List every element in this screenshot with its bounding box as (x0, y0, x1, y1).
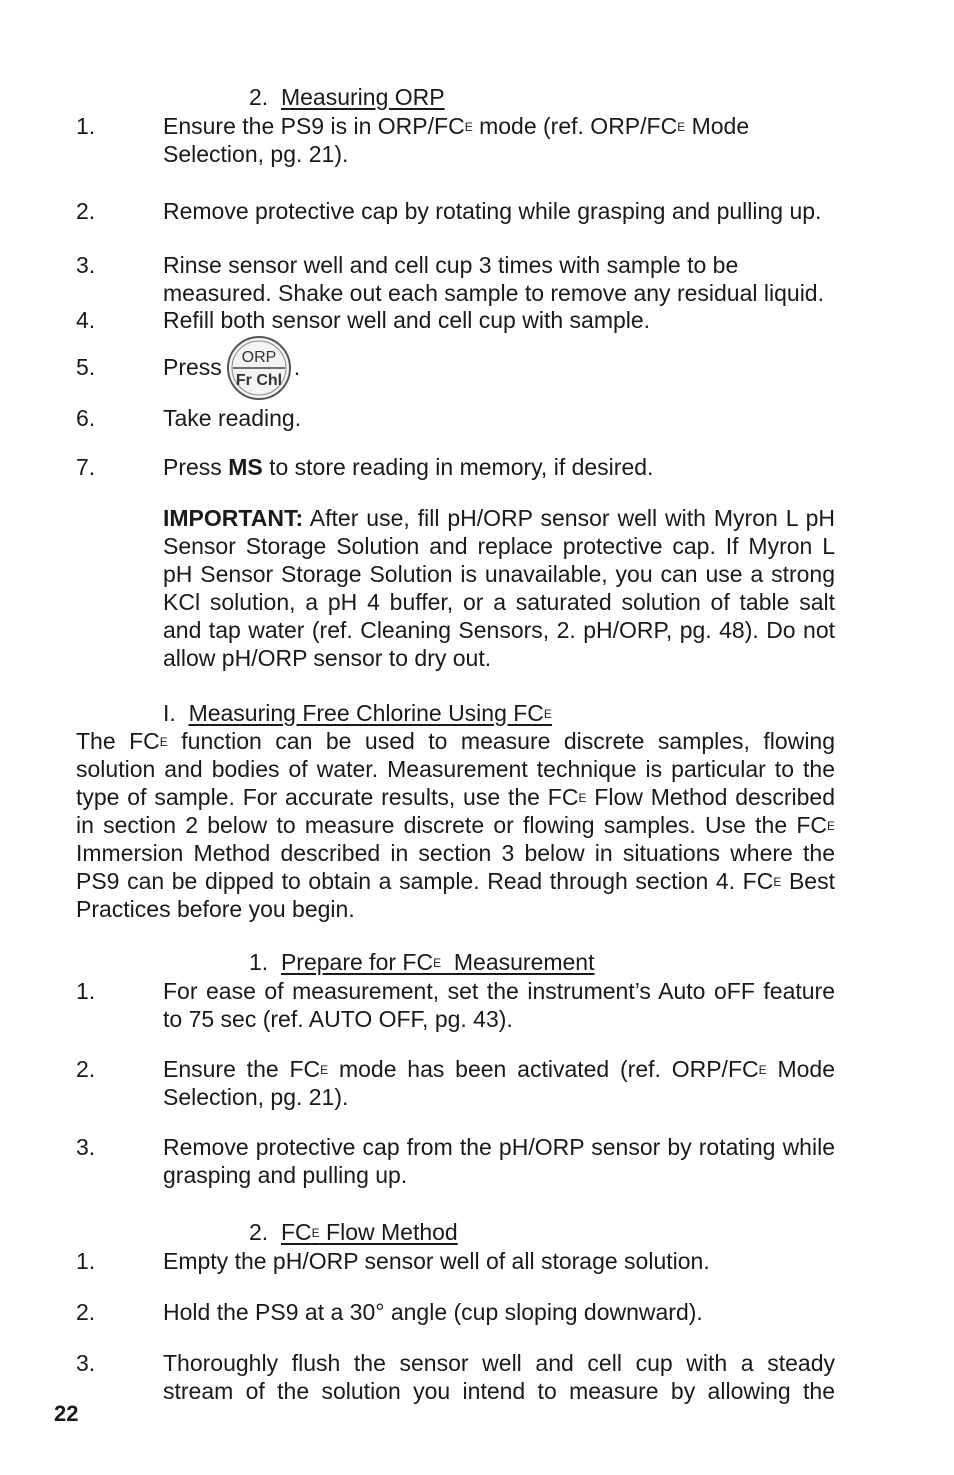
step-text: Empty the pH/ORP sensor well of all storage solution. (163, 1248, 710, 1274)
important-note (163, 504, 835, 672)
step-text-part: Selection, pg. 21). (163, 141, 349, 167)
superscript: E (578, 791, 587, 805)
paragraph-part: Immersion Method described in section 3 below in situations where the PS9 can be dipped to obtain a sample. Read through section 4. FC (76, 840, 835, 894)
step-text-bold: MS (228, 454, 263, 480)
step-number: 1. (76, 978, 96, 1004)
step-text-part: Press (163, 454, 229, 480)
step-text: Remove protective cap from the pH/ORP sensor by rotating while grasping and pulling up. (163, 1134, 835, 1188)
step-text-part: . (293, 354, 301, 380)
superscript: E (320, 1063, 329, 1077)
section-heading-measuring-orp (249, 83, 445, 111)
step-number: 2. (76, 1299, 96, 1325)
step-number: 5. (76, 354, 96, 380)
section-heading-prepare (249, 948, 595, 976)
step-text (163, 1055, 835, 1111)
button-bottom-label: Fr Chl (235, 371, 282, 389)
section-heading-free-chlorine (163, 699, 835, 727)
section-title (281, 949, 595, 975)
superscript: E (543, 707, 552, 721)
step-text-part: Ensure the PS9 is in ORP/FC (163, 113, 465, 139)
step-text-line: measured. Shake out each sample to remove any residual liquid. (163, 280, 824, 306)
step-text: For ease of measurement, set the instrument’s Auto oFF feature to 75 sec (ref. AUTO OFF, pg. 43). (163, 978, 835, 1032)
paragraph-part: Flow Method described in section 2 below to measure discrete or flowing samples. Use the FC (76, 784, 835, 838)
section-title-text: Measurement (441, 949, 595, 975)
step-text-part: Press (163, 354, 222, 380)
step-number: 3. (76, 252, 96, 278)
section-title-text: Prepare for FC (280, 949, 434, 975)
superscript: E (159, 735, 168, 749)
step-number: 2. (76, 1056, 96, 1082)
step-number: 3. (76, 1134, 96, 1160)
superscript: E (464, 120, 473, 134)
fc-intro-paragraph (76, 727, 835, 923)
section-number: 2. (249, 1219, 269, 1245)
section-title-text: Measuring Free Chlorine Using FC (188, 700, 544, 726)
section-title-text: FC (280, 1219, 312, 1245)
step-text-part: to store reading in memory, if desired. (262, 454, 654, 480)
section-title (281, 1219, 458, 1245)
page-number: 22 (54, 1401, 79, 1426)
step-number: 2. (76, 198, 96, 224)
section-number: I. (163, 700, 176, 726)
paragraph-part: The FC (76, 728, 160, 754)
superscript: E (677, 120, 686, 134)
step-text-part: mode has been activated (ref. ORP/FC (328, 1056, 759, 1082)
superscript: E (773, 875, 782, 889)
paragraph-part: Best Practices before you begin. (76, 868, 835, 922)
step-number: 4. (76, 307, 96, 333)
step-text-line: Rinse sensor well and cell cup 3 times with sample to be (163, 252, 739, 278)
section-title (189, 700, 552, 726)
superscript: E (758, 1063, 767, 1077)
section-heading-flow-method (249, 1218, 458, 1246)
paragraph-part: function can be used to measure discrete samples, flowing solution and bodies of water. Measurement technique is particular to the type of sample. For accurate results, use the FC (76, 728, 836, 810)
section-number: 2. (249, 84, 269, 110)
section-number: 1. (249, 949, 269, 975)
step-text-part: Mode Selection, pg. 21). (163, 1056, 835, 1110)
step-text (163, 251, 853, 307)
superscript: E (311, 1226, 320, 1240)
orp-fr-chl-button-icon (226, 335, 292, 401)
step-number: 1. (76, 113, 96, 139)
step-text (163, 112, 835, 168)
step-number: 1. (76, 1248, 96, 1274)
step-text: Thoroughly flush the sensor well and cell cup with a steady stream of the solution you intend to measure by allowing the (163, 1350, 835, 1404)
step-number: 6. (76, 405, 96, 431)
step-text: Take reading. (163, 405, 302, 431)
important-text: After use, fill pH/ORP sensor well with Myron L pH Sensor Storage Solution and replace protective cap. If Myron L pH Sensor Storage Solution is unavailable, you can use a strong KCl solution, a pH 4 buffer, or a saturated solution of table salt and tap water (ref. Cleaning Sensors, 2. pH/ORP, pg. 48). Do not allow pH/ORP sensor to dry out. (163, 505, 835, 671)
superscript: E (826, 819, 835, 833)
button-top-label: ORP (241, 348, 277, 366)
step-text-part: mode (ref. ORP/FC (472, 113, 678, 139)
superscript: E (433, 956, 442, 970)
important-label: IMPORTANT: (163, 505, 304, 531)
step-text: Refill both sensor well and cell cup with sample. (163, 307, 651, 333)
section-title-text: Flow Method (319, 1219, 458, 1245)
step-text (163, 348, 835, 389)
step-number: 3. (76, 1350, 96, 1376)
step-text: Hold the PS9 at a 30° angle (cup sloping downward). (163, 1299, 703, 1325)
step-text-part: Mode (685, 113, 750, 139)
step-text-part: Ensure the FC (163, 1056, 321, 1082)
step-text (163, 453, 835, 481)
section-title: Measuring ORP (280, 84, 445, 110)
step-text: Remove protective cap by rotating while grasping and pulling up. (163, 198, 822, 224)
step-number: 7. (76, 454, 96, 480)
